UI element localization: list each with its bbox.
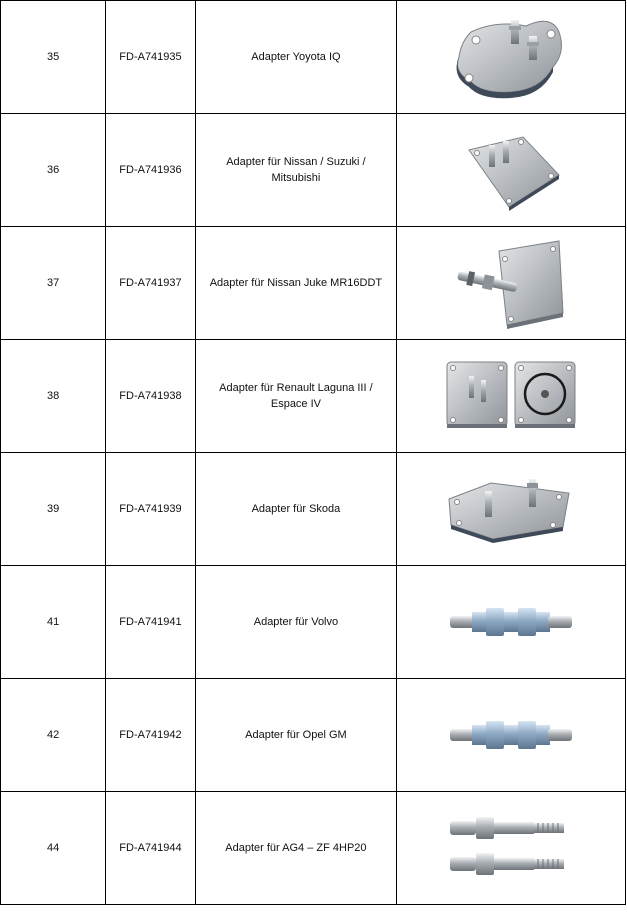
coupling-adapter-image — [446, 602, 576, 642]
table-row — [1, 792, 626, 905]
table-row — [1, 679, 626, 792]
part-code: FD-A741937 — [106, 227, 195, 340]
part-image — [397, 679, 626, 792]
threaded-adapter-pair-image — [446, 813, 576, 883]
row-number: 38 — [1, 340, 106, 453]
part-code: FD-A741939 — [106, 453, 195, 566]
part-description: Adapter für Opel GM — [195, 679, 397, 792]
table-row — [1, 453, 626, 566]
adapter-plate-pair-image — [441, 356, 581, 436]
coupling-adapter-image — [446, 715, 576, 755]
table-row — [1, 566, 626, 679]
row-number: 37 — [1, 227, 106, 340]
row-number: 41 — [1, 566, 106, 679]
table-row — [1, 227, 626, 340]
part-description: Adapter für AG4 – ZF 4HP20 — [195, 792, 397, 905]
adapter-plate-image — [451, 125, 571, 215]
part-description: Adapter für Skoda — [195, 453, 397, 566]
table-row — [1, 1, 626, 114]
adapter-plate-image — [441, 233, 581, 333]
part-code: FD-A741942 — [106, 679, 195, 792]
table-row — [1, 340, 626, 453]
table-row — [1, 114, 626, 227]
part-image — [397, 566, 626, 679]
part-image — [397, 453, 626, 566]
row-number: 35 — [1, 1, 106, 114]
part-code: FD-A741944 — [106, 792, 195, 905]
adapter-plate-image — [441, 12, 581, 102]
part-description: Adapter für Nissan / Suzuki / Mitsubishi — [195, 114, 397, 227]
row-number: 36 — [1, 114, 106, 227]
part-description: Adapter für Volvo — [195, 566, 397, 679]
part-image — [397, 114, 626, 227]
row-number: 42 — [1, 679, 106, 792]
part-code: FD-A741936 — [106, 114, 195, 227]
part-code: FD-A741938 — [106, 340, 195, 453]
adapter-plate-image — [441, 469, 581, 549]
row-number: 39 — [1, 453, 106, 566]
part-image — [397, 340, 626, 453]
part-description: Adapter für Renault Laguna III / Espace IV — [195, 340, 397, 453]
row-number: 44 — [1, 792, 106, 905]
part-description: Adapter für Nissan Juke MR16DDT — [195, 227, 397, 340]
part-code: FD-A741935 — [106, 1, 195, 114]
part-image — [397, 227, 626, 340]
part-description: Adapter Yoyota IQ — [195, 1, 397, 114]
part-image — [397, 1, 626, 114]
part-image — [397, 792, 626, 905]
part-code: FD-A741941 — [106, 566, 195, 679]
